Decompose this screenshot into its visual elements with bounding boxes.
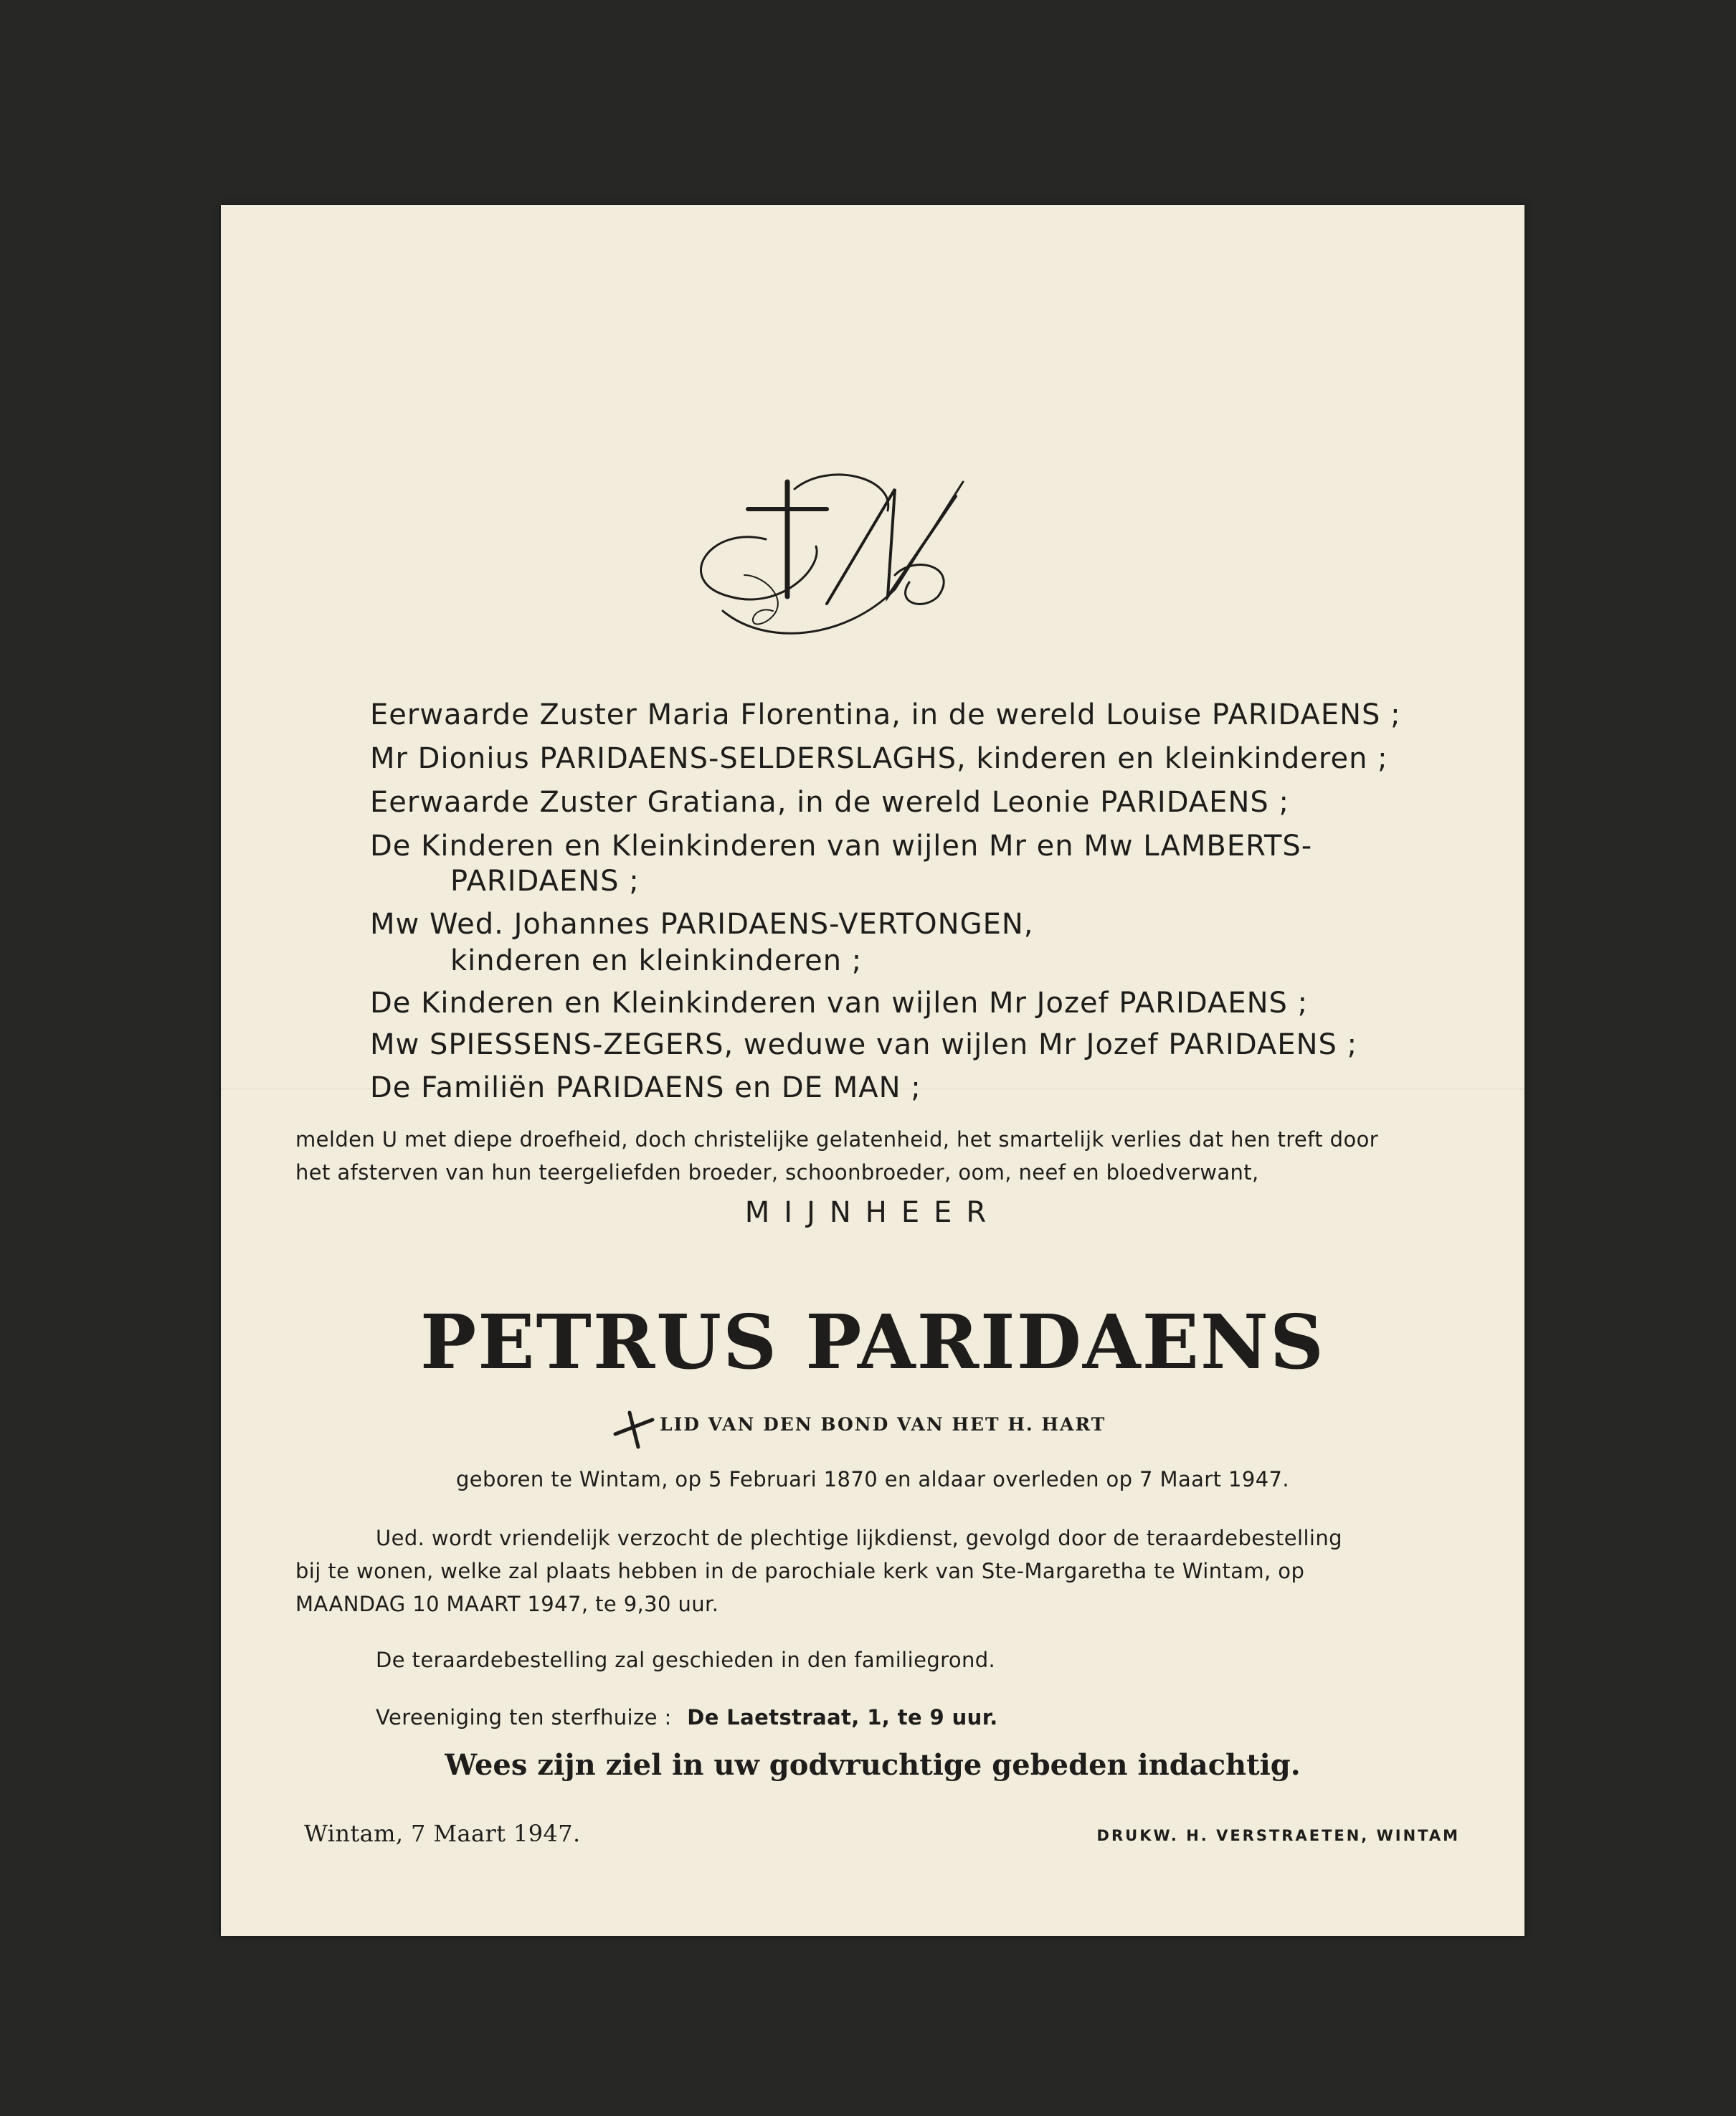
family-line-1: Eerwaarde Zuster Maria Florentina, in de wereld Louise PARIDAENS ; [370,698,1401,731]
membership-line: LID VAN DEN BOND VAN HET H. HART [660,1414,1106,1435]
memorial-card [221,205,1524,1936]
gathering-line [376,1705,998,1730]
burial-line: De teraardebestelling zal geschieden in den familiegrond. [376,1648,996,1672]
handwritten-cross-icon [608,1407,658,1450]
service-line-1: Ued. wordt vriendelijk verzocht de plechtige lijkdienst, gevolgd door de teraardebestelling [376,1526,1342,1550]
gathering-label: Vereeniging ten sterfhuize : [376,1705,672,1730]
family-line-9: Mw SPIESSENS-ZEGERS, weduwe van wijlen Mr Jozef PARIDAENS ; [370,1028,1358,1061]
family-line-4: De Kinderen en Kleinkinderen van wijlen Mr en Mw LAMBERTS- [370,830,1313,863]
service-line-3: MAANDAG 10 MAART 1947, te 9,30 uur. [295,1592,719,1616]
footer-place-date: Wintam, 7 Maart 1947. [304,1820,581,1847]
closing-prayer: Wees zijn ziel in uw godvruchtige gebeden indachtig. [445,1748,1301,1782]
family-line-8: De Kinderen en Kleinkinderen van wijlen Mr Jozef PARIDAENS ; [370,987,1309,1020]
family-line-7: kinderen en kleinkinderen ; [450,944,863,977]
honorific: MIJNHEER [744,1196,1001,1229]
family-line-2: Mr Dionius PARIDAENS-SELDERSLAGHS, kinderen en kleinkinderen ; [370,742,1388,775]
cross-monogram-icon [680,468,995,661]
family-line-6: Mw Wed. Johannes PARIDAENS-VERTONGEN, [370,908,1034,941]
gathering-place: De Laetstraat, 1, te 9 uur. [687,1705,998,1730]
announcement-line-1: melden U met diepe droefheid, doch christelijke gelatenheid, het smartelijk verlies dat hen treft door [295,1127,1379,1152]
announcement-line-2: het afsterven van hun teergeliefden broeder, schoonbroeder, oom, neef en bloedverwant, [295,1160,1259,1185]
birth-death-line: geboren te Wintam, op 5 Februari 1870 en aldaar overleden op 7 Maart 1947. [455,1467,1290,1491]
family-line-5: PARIDAENS ; [450,865,640,898]
family-line-10: De Familiën PARIDAENS en DE MAN ; [370,1071,921,1104]
deceased-name: PETRUS PARIDAENS [419,1298,1326,1386]
printer-credit: DRUKW. H. VERSTRAETEN, WINTAM [1096,1827,1460,1844]
family-line-3: Eerwaarde Zuster Gratiana, in de wereld Leonie PARIDAENS ; [370,786,1289,819]
service-line-2: bij te wonen, welke zal plaats hebben in de parochiale kerk van Ste-Margaretha te Wintam, op [295,1559,1305,1583]
